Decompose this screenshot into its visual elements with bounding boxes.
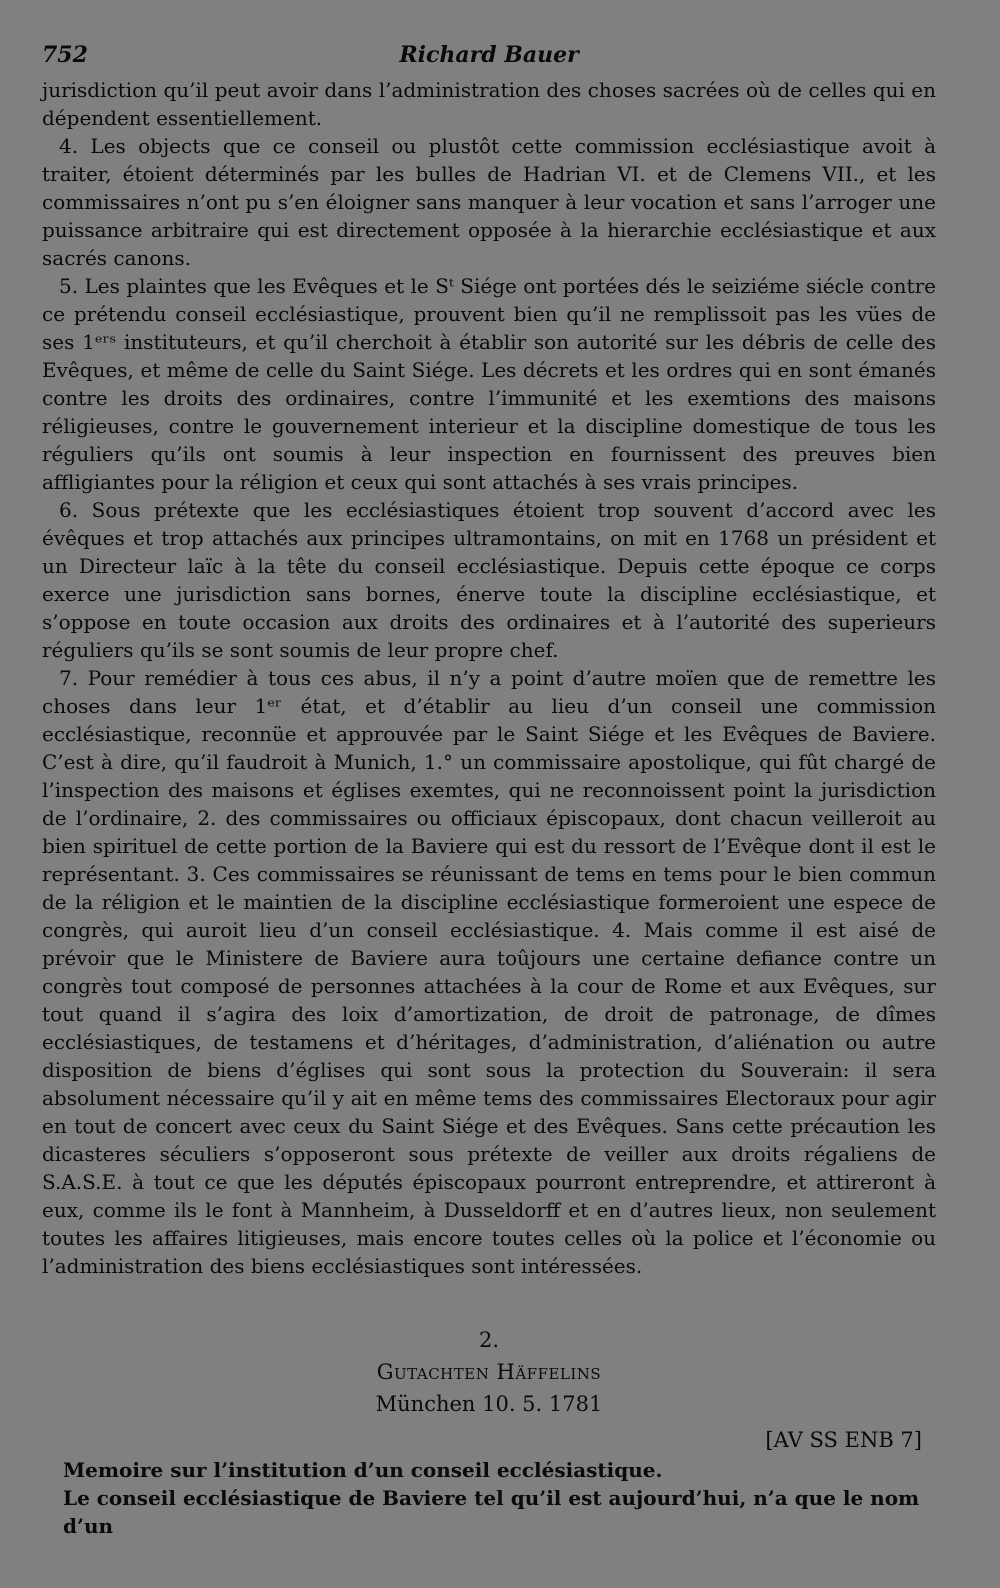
page-number: 752 — [42, 42, 88, 68]
paragraph-5: 5. Les plaintes que les Evêques et le Sᵗ Siége ont portées dés le seiziéme siécle contre ce prétendu conseil ecclésiastique, prouvent bien qu’il ne remplissoit pas les vües de ses 1ᵉʳˢ instituteurs, et qu’il cherchoit à établir son autorité sur les débris de celle des Evêques, et même de celle du Saint Siége. Les décrets et les ordres qui en sont émanés contre les droits des ordinaires, contre l’immunité et les exemtions des maisons réligieuses, contre le gouvernement interieur et la discipline domestique de tous les réguliers qu’ils ont soumis à leur inspection en fournissent des preuves bien affligiantes pour la réligion et ceux qui sont attachés à ses vrais principes. — [42, 274, 936, 494]
memo-block — [42, 1456, 936, 1540]
running-header — [42, 36, 936, 76]
paragraph-6: 6. Sous prétexte que les ecclésiastiques étoient trop souvent d’accord avec les évêques et trop attachés aux principes ultramontains, on mit en 1768 un président et un Directeur laïc à la tête du conseil ecclésiastique. Depuis cette époque ce corps exerce une jurisdiction sans bornes, énerve toute la discipline ecclésiastique, et s’oppose en toute occasion aux droits des ordinaires et à l’autorité des superieurs réguliers qu’ils se sont soumis de leur propre chef. — [42, 498, 936, 662]
document-title: Gutachten Häffelins — [376, 1360, 602, 1384]
memo-title: Memoire sur l’institution d’un conseil ecclésiastique. — [63, 1458, 663, 1482]
running-title: Richard Bauer — [399, 42, 579, 68]
paragraph-continuation: jurisdiction qu’il peut avoir dans l’administration des choses sacrées où de celles qui en dépendent essentiellement. — [42, 78, 936, 130]
document-number: 2. — [478, 1328, 500, 1352]
document-heading — [42, 1324, 936, 1420]
memo-first-line: Le conseil ecclésiastique de Baviere tel qu’il est aujourd’hui, n’a que le nom d’un — [63, 1486, 920, 1538]
archive-reference: [AV SS ENB 7] — [765, 1428, 922, 1452]
book-page — [42, 36, 936, 1540]
paragraph-7: 7. Pour remédier à tous ces abus, il n’y a point d’autre moïen que de remettre les choses dans leur 1ᵉʳ état, et d’établir au lieu d’un conseil une commission ecclésiastique, reconnüe et approuvée par le Saint Siége et les Evêques de Baviere. C’est à dire, qu’il faudroit à Munich, 1.° un commissaire apostolique, qui fût chargé de l’inspection des maisons et églises exemtes, qui ne reconnoissent point la jurisdiction de l’ordinaire, 2. des commissaires ou officiaux épiscopaux, dont chacun veilleroit au bien spirituel de cette portion de la Baviere qui est du ressort de l’Evêque dont il est le représentant. 3. Ces commissaires se réunissant de tems en tems pour le bien commun de la réligion et le maintien de la discipline ecclésiastique formeroient une espece de congrès, qui auroit lieu d’un conseil ecclésiastique. 4. Mais comme il est aisé de prévoir que le Ministere de Baviere aura toûjours une certaine defiance contre un congrès tout composé de personnes attachées à la cour de Rome et aux Evêques, sur tout quand il s’agira des loix d’amortization, de droit de patronage, de dîmes ecclésiastiques, de testamens et d’héritages, d’administration, d’aliénation ou autre disposition de biens d’églises qui sont sous la protection du Souverain: il sera absolument nécessaire qu’il y ait en même tems des commissaires Electoraux pour agir en tout de concert avec ceux du Saint Siége et des Evêques. Sans cette précaution les dicasteres séculiers s’opposeront sous prétexte de veiller aux droits régaliens de S.A.S.E. à tout ce que les députés épiscopaux pourront entreprendre, et attireront à eux, comme ils le font à Mannheim, à Dusseldorff et en d’autres lieux, non seulement toutes les affaires litigieuses, mais encore toutes celles où la police et l’économie ou l’administration des biens ecclésiastiques sont intéressées. — [42, 666, 936, 1278]
main-text — [42, 76, 936, 1280]
document-place-date: München 10. 5. 1781 — [375, 1392, 603, 1416]
paragraph-4: 4. Les objects que ce conseil ou plustôt cette commission ecclésiastique avoit à traiter, étoient déterminés par les bulles de Hadrian VI. et de Clemens VII., et les commissaires n’ont pu s’en éloigner sans manquer à leur vocation et sans l’arroger une puissance arbitraire qui est directement opposée à la hierarchie ecclésiastique et aux sacrés canons. — [42, 134, 936, 270]
